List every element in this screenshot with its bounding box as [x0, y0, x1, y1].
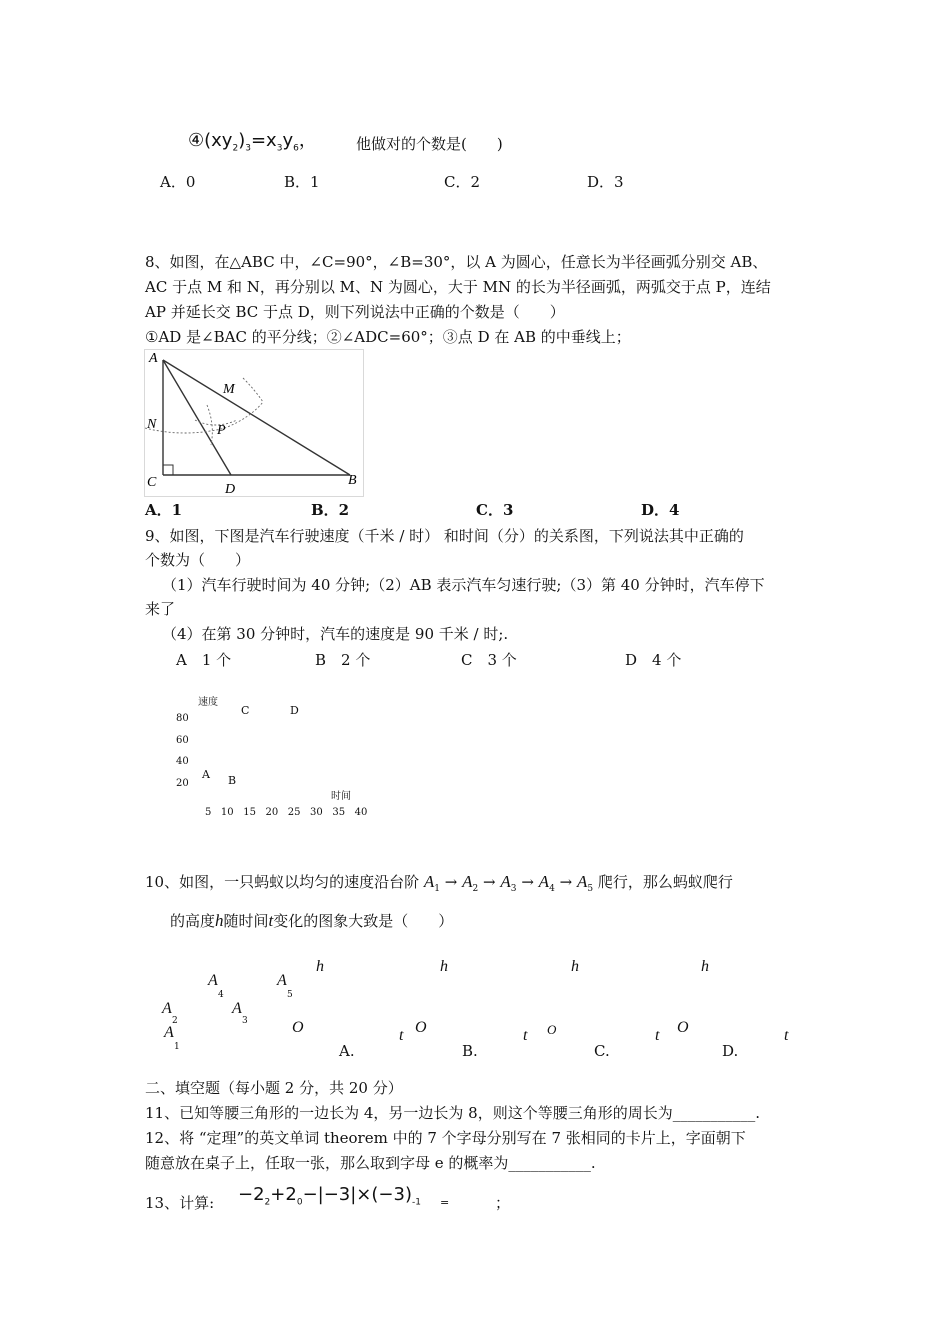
q8-line-3: AP 并延长交 BC 于点 D，则下列说法中正确的个数是（ ）: [145, 303, 565, 321]
q10-stair-sub-2: 2: [172, 1016, 178, 1026]
q13-exp-2: 0: [296, 1197, 303, 1208]
q8-line-2: AC 于点 M 和 N，再分别以 M、N 为圆心，大于 MN 的长为半径画弧，两弧交于点 P，连结: [145, 278, 771, 296]
q10-line-1: [145, 871, 733, 894]
q10-option-b: B.: [462, 1042, 478, 1060]
q7-expr-main: ④(xy: [188, 130, 233, 151]
q8-line-1: 8、如图，在△ABC 中，∠C=90°，∠B=30°，以 A 为圆心，任意长为半径画弧分别交 AB、: [145, 253, 768, 271]
q10-graph-b-h: h: [440, 958, 448, 975]
q9-option-b: B 2 个: [315, 651, 371, 669]
q10-lead: 10、如图，一只蚂蚁以均匀的速度沿台阶: [145, 873, 420, 891]
q7-expr-eq: =x: [250, 130, 277, 151]
q9-line-3: （1）汽车行驶时间为 40 分钟;（2）AB 表示汽车匀速行驶;（3）第 40 分钟时，汽车停下: [162, 576, 765, 594]
q10-graph-b-origin: O: [415, 1019, 427, 1036]
q10-graph-d-origin: O: [677, 1019, 689, 1036]
q9-graph-y-tick-20: 20: [176, 778, 189, 789]
q10-graph-d-h: h: [701, 958, 709, 975]
section-2-title: 二、填空题（每小题 2 分，共 20 分）: [145, 1079, 403, 1097]
q10-graph-a-h: h: [316, 958, 324, 975]
q9-line-4: 来了: [145, 600, 176, 618]
q10-path-a3: A: [500, 872, 511, 891]
q9-graph-x-tick: 35: [332, 807, 346, 818]
q8-option-d: D．4: [641, 501, 680, 519]
q8-option-c: C．3: [476, 501, 514, 519]
q10-option-d: D.: [722, 1042, 739, 1060]
q7-exp-1: 2: [232, 143, 239, 154]
q8-figure: [144, 349, 364, 497]
q10-stair-sub-1: 1: [174, 1042, 180, 1052]
q8-option-a: A．1: [145, 501, 183, 519]
q10-stair-a3: A: [232, 1000, 242, 1017]
q10-arrow-3: →: [521, 873, 534, 891]
q9-graph-x-tick: 25: [287, 807, 301, 818]
q12-line-2: 随意放在桌子上，任取一张，那么取到字母 e 的概率为___________.: [145, 1154, 596, 1172]
q10-graph-d-t: t: [784, 1027, 789, 1044]
q8-label-c: C: [147, 475, 157, 490]
q7-expr-y: y: [282, 130, 294, 151]
q10-stair-sub-3: 3: [242, 1016, 248, 1026]
q7-expression: [188, 126, 317, 154]
q7-question-text: 他做对的个数是( ): [356, 135, 503, 153]
q7-exp-3: 3: [276, 143, 283, 154]
q13-label: 13、计算:: [145, 1194, 215, 1212]
q10-graph-a-t: t: [399, 1027, 404, 1044]
q10-var-t: t: [268, 911, 274, 930]
q10-graph-c-t: t: [655, 1027, 660, 1044]
q13-expr-1: −2: [238, 1184, 265, 1205]
q8-option-b: B．2: [311, 501, 350, 519]
q10-path-a2: A: [462, 872, 473, 891]
q10-arrow-4: →: [559, 873, 573, 891]
q10-arrow-1: →: [444, 873, 458, 891]
q10-stair-a2: A: [162, 1000, 172, 1017]
q10-tail: 爬行，那么蚂蚁爬行: [597, 873, 733, 891]
q9-graph-point-d: D: [290, 704, 299, 717]
q10-path-sub-1: 1: [434, 884, 440, 894]
q8-label-p: P: [217, 423, 226, 438]
q9-graph-y-tick-40: 40: [176, 756, 189, 767]
q9-graph-x-title: 时间: [331, 791, 351, 802]
q7-option-c: C．2: [444, 173, 481, 191]
q13-expression: [238, 1184, 421, 1208]
q10-line-2: [170, 910, 453, 931]
q7-option-d: D．3: [587, 173, 624, 191]
q9-line-1: 9、如图，下图是汽车行驶速度（千米 / 时） 和时间（分）的关系图，下列说法其中正确的: [145, 527, 744, 545]
q10-path-sub-2: 2: [472, 884, 479, 894]
q13-expr-2: +2: [270, 1184, 297, 1205]
q10-stair-a1: A: [164, 1024, 174, 1041]
q10-stair-a5: A: [277, 972, 287, 989]
q13-end: ；: [495, 1194, 511, 1212]
q10-arrow-2: →: [483, 873, 496, 891]
q9-line-5: （4）在第 30 分钟时，汽车的速度是 90 千米 / 时;.: [162, 625, 509, 643]
q8-label-d: D: [225, 482, 236, 496]
q7-expr-comma: ，: [298, 130, 317, 151]
q10-option-c: C.: [594, 1042, 610, 1060]
q10-graph-b-t: t: [523, 1027, 528, 1044]
q10-stair-sub-4: 4: [218, 990, 224, 1000]
q8-triangle-diagram: [145, 350, 363, 496]
q9-graph-x-tick: 40: [354, 807, 368, 818]
q9-graph-x-tick: 20: [265, 807, 279, 818]
q9-graph-x-tick: 15: [243, 807, 256, 818]
q8-label-m: M: [223, 382, 235, 397]
q9-graph-point-b: B: [228, 774, 237, 787]
q9-graph-y-title: 速度: [198, 697, 218, 708]
q10-line2-a: 的高度: [170, 912, 216, 930]
q10-path-a5: A: [576, 872, 588, 891]
q10-path-sub-5: 5: [587, 884, 594, 894]
q7-exp-2: 3: [245, 143, 251, 154]
q13-equals: =: [440, 1196, 450, 1209]
q10-line2-c: 变化的图象大致是（ ）: [273, 912, 454, 930]
q10-option-a: A.: [339, 1042, 355, 1060]
q7-option-a: A．0: [160, 173, 196, 191]
q10-var-h: h: [215, 911, 224, 930]
q9-option-c: C 3 个: [461, 651, 517, 669]
q8-line-4: ①AD 是∠BAC 的平分线；②∠ADC=60°；③点 D 在 AB 的中垂线上；: [145, 328, 631, 346]
q10-graph-c-h: h: [571, 958, 579, 975]
q12-line-1: 12、将 “定理”的英文单词 theorem 中的 7 个字母分别写在 7 张相同的卡片上，字面朝下: [145, 1129, 746, 1147]
q10-graph-c-origin: O: [547, 1022, 557, 1037]
q13-expr-3: −|−3|×(−3): [302, 1184, 412, 1205]
q9-graph-point-a: A: [202, 768, 210, 781]
q7-exp-4: 6: [293, 143, 299, 154]
q10-line2-b: 随时间: [223, 912, 269, 930]
q9-graph-x-tick: 30: [310, 807, 323, 818]
q10-stair-a4: A: [208, 972, 218, 989]
q7-expr-paren: ): [238, 130, 246, 151]
q11-text: 11、已知等腰三角形的一边长为 4，另一边长为 8，则这个等腰三角形的周长为___________.: [145, 1104, 760, 1122]
q9-graph-y-tick-60: 60: [176, 735, 189, 746]
q13-exp-3: -1: [411, 1197, 421, 1208]
q10-stair-sub-5: 5: [287, 990, 293, 1000]
q9-graph-y-tick-80: 80: [176, 713, 189, 724]
q9-graph-x-tick: 5: [205, 807, 212, 818]
q13-exp-1: 2: [264, 1197, 271, 1208]
q10-graph-a-origin: O: [292, 1019, 304, 1036]
q10-path-a1: A: [423, 872, 435, 891]
q8-label-b: B: [348, 473, 357, 488]
q9-graph-x-ticks: [205, 807, 367, 818]
q9-line-2: 个数为（ ）: [145, 551, 251, 569]
q10-path-sub-4: 4: [549, 884, 555, 894]
q9-option-d: D 4 个: [625, 651, 682, 669]
q9-graph-x-tick: 10: [220, 807, 234, 818]
q8-label-a: A: [149, 351, 158, 366]
q9-graph-point-c: C: [241, 704, 250, 717]
q10-path-sub-3: 3: [510, 884, 517, 894]
q7-option-b: B．1: [284, 173, 320, 191]
q10-path-a4: A: [538, 872, 550, 891]
q8-label-n: N: [147, 417, 157, 432]
q9-option-a: A 1 个: [176, 651, 232, 669]
